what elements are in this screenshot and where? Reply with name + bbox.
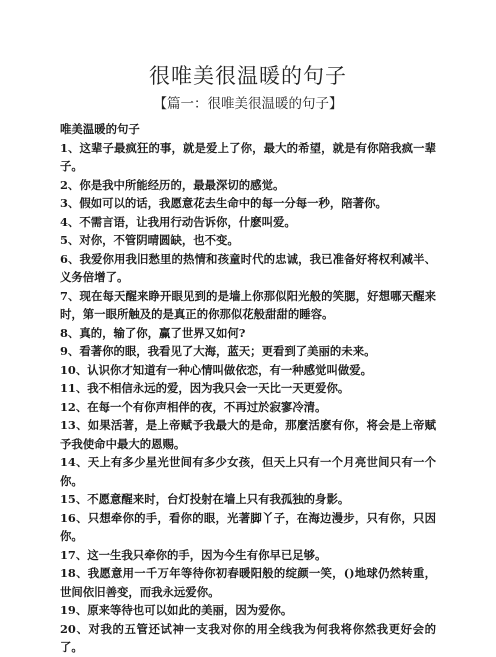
list-item: 14、天上有多少星光世间有多少女孩，但天上只有一个月亮世间只有一个你。 xyxy=(60,455,436,488)
document-body xyxy=(60,120,436,657)
list-item: 12、在每一个有你声相伴的夜，不再过於寂寥冷清。 xyxy=(60,399,327,414)
list-item: 17、这一生我只牵你的手，因为今生有你早已足够。 xyxy=(60,547,327,562)
list-item: 13、如果活著，是上帝赋予我最大的是命，那麼活麽有你，将会是上帝赋予我使命中最大的恩赐。 xyxy=(60,418,436,451)
section-heading: 唯美温暖的句子 xyxy=(60,122,140,136)
list-item: 5、对你，不管阴晴圆缺，也不变。 xyxy=(60,233,239,247)
list-item: 1、这辈子最疯狂的事，就是爱上了你，最大的希望，就是有你陪我疯一辈子。 xyxy=(60,140,436,173)
list-item: 7、现在每天醒来睁开眼见到的是墙上你那似阳光般的笑腮，好想哪天醒来时，第一眼所触及的是真正的你那似花般甜甜的睡容。 xyxy=(60,288,436,321)
list-item: 6、我爱你用我旧愁里的热情和孩童时代的忠诚，我已准备好将权利减半、义务倍增了。 xyxy=(60,251,436,284)
list-item: 19、原来等待也可以如此的美丽，因为爱你。 xyxy=(60,603,293,617)
list-item: 18、我愿意用一千万年等待你初春暖阳般的绽颜一笑，()地球仍然转重，世间依旧善变，而我永远爱你。 xyxy=(60,566,436,599)
document-title: 很唯美很温暖的句子 xyxy=(149,64,347,88)
list-item: 9、看著你的眼，我看见了大海，蓝天；更看到了美丽的未来。 xyxy=(60,344,376,358)
list-item: 10、认识你才知道有一种心情叫做依恋，有一种感觉叫做爱。 xyxy=(60,362,373,377)
list-item: 11、我不相信永远的爱，因为我只会一天比一天更爱你。 xyxy=(60,381,350,395)
list-item: 16、只想牵你的手，看你的眼，光著脚丫子，在海边漫步，只有你，只因你。 xyxy=(60,510,436,543)
list-item: 2、你是我中所能经历的，最最深切的感觉。 xyxy=(60,177,285,192)
list-item-cut: 20、对我的五管还试神一支我对你的用全线我为何我将你然我更好会的了。 xyxy=(60,621,436,654)
document-subtitle: 【篇一：很唯美很温暖的句子】 xyxy=(153,96,343,112)
list-item: 15、不愿意醒来时，台灯投射在墙上只有我孤独的身影。 xyxy=(60,492,350,506)
list-item: 4、不需言语，让我用行动告诉你，什麽叫爱。 xyxy=(60,214,296,229)
list-item: 3、假如可以的话，我愿意花去生命中的每一分每一秒，陪著你。 xyxy=(60,196,387,210)
list-item: 8、真的，输了你，赢了世界又如何? xyxy=(60,325,246,340)
